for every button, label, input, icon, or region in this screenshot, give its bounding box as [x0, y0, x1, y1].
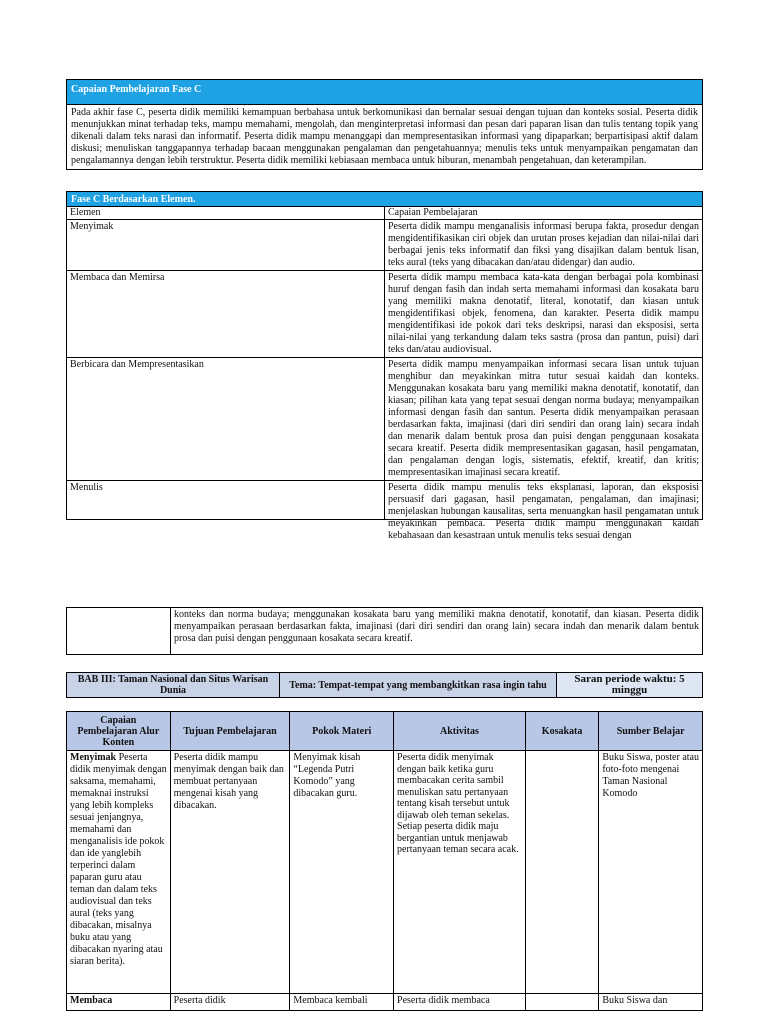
tujuan-cell: Peserta didik [170, 994, 290, 1011]
elemen-name: Membaca dan Memirsa [67, 271, 385, 358]
bab-title: BAB III: Taman Nasional dan Situs Warisan Dunia [77, 674, 269, 696]
continuation-text: konteks dan norma budaya; menggunakan kosakata baru yang memiliki makna denotatif, konotatif, dan kiasan. Peserta didik menyampaikan perasaan berdasarkan fakta, imajinasi (dari diri sendiri dan orang lain) secara indah dan menarik dalam bentuk prosa dan puisi dengan penggunaan kosakata secara kreatif. [171, 608, 703, 655]
col-elemen-header: Elemen [67, 207, 385, 220]
aktivitas-cell: Peserta didik menyimak dengan baik ketika guru membacakan cerita sambil menuliskan satu pertanyaan tentang kisah tersebut untuk dijawab oleh teman sekelas. Setiap peserta didik maju bergantian untuk menjawab pertanyaan teman secara acak. [394, 751, 526, 994]
kosakata-cell [525, 751, 598, 994]
elemen-text: Peserta didik mampu menulis teks eksplanasi, laporan, dan eksposisi persuasif dari gagasan, hasil pengamatan, pengalaman, dan imajinasi; menjelaskan hubungan kausalitas, serta menuangkan hasil pengamatan untuk meyakinkan pembaca. Peserta didik mampu menggunakan kaidah kebahasaan dan kesastraan untuk menulis teks sesuai dengan [388, 482, 699, 541]
elemen-name: Berbicara dan Mempresentasikan [67, 358, 385, 481]
sumber-cell: Buku Siswa dan [599, 994, 703, 1011]
continuation-empty-cell [67, 608, 171, 655]
elemen-text: Peserta didik mampu menganalisis informasi berupa fakta, prosedur dengan mengidentifikasikan ciri objek dan urutan proses kejadian dan nilai-nilai dari berbagai jenis teks informatif dan fiksi yang disajikan dalam bentuk lisan, teks aural (teks yang dibacakan dan/atau didengar) dan audio. [385, 220, 703, 271]
elemen-name: Menyimak [67, 220, 385, 271]
col-header: Sumber Belajar [599, 712, 703, 751]
elemen-text: Peserta didik mampu menyampaikan informasi secara lisan untuk tujuan menghibur dan meyakinkan mitra tutur sesuai kaidah dan konteks. Menggunakan kosakata baru yang memiliki makna denotatif, konotatif, dan kiasan; pilihan kata yang tepat sesuai dengan norma budaya; menyampaikan informasi dengan fasih dan santun. Peserta didik menyampaikan perasaan berdasarkan fakta, imajinasi (dari diri sendiri dan orang lain) secara indah dan menarik dalam bentuk prosa dan puisi dengan penggunaan kosakata secara kreatif. Peserta didik mempresentasikan gagasan, hasil pengamatan, dan pengalaman dengan logis, sistematis, efektif, kreatif, dan kritis; mempresentasikan imajinasi secara kreatif. [385, 358, 703, 481]
tujuan-cell: Peserta didik mampu menyimak dengan baik dan membuat pertanyaan mengenai kisah yang dibacakan. [170, 751, 290, 994]
elemen-text: Peserta didik mampu membaca kata-kata dengan berbagai pola kombinasi huruf dengan fasih dan indah serta memahami informasi dan kosakata baru yang memiliki makna denotatif, literal, konotatif, dan kiasan untuk mengidentifikasi objek, fenomena, dan karakter. Peserta didik mampu mengidentifikasi ide pokok dari teks deskripsi, narasi dan eksposisi, serta nilai-nilai yang terkandung dalam teks sastra (prosa dan pantun, puisi) dari teks dan/atau audiovisual. [385, 271, 703, 358]
pokok-cell: Menyimak kisah “Legenda Putri Komodo” yang dibacakan guru. [290, 751, 394, 994]
cp-rest: Peserta didik menyimak dengan saksama, memahami, memaknai instruksi yang lebih kompleks sesuai jenjangnya, memahami dan menganalisis ide pokok dan ide yanglebih terperinci dalam paparan guru atau teman dan dalam teks audiovisual dan teks aural (teks yang dibacakan, misalnya buku atau yang dibacakan nyaring atau siaran berita). [70, 752, 167, 967]
capaian-header: Capaian Pembelajaran Fase C [67, 80, 703, 105]
cp-bold: Membaca [70, 995, 113, 1006]
kosakata-cell [525, 994, 598, 1011]
col-header: Aktivitas [394, 712, 526, 751]
col-header: Pokok Materi [290, 712, 394, 751]
cp-cell [67, 751, 171, 994]
col-capaian-header: Capaian Pembelajaran [385, 207, 703, 220]
main-table [66, 711, 703, 1011]
bab-header [66, 672, 703, 698]
sumber-cell: Buku Siswa, poster atau foto-foto mengenai Taman Nasional Komodo [599, 751, 703, 994]
pokok-cell: Membaca kembali [290, 994, 394, 1011]
bab-tema: Tema: Tempat-tempat yang membangkitkan rasa ingin tahu [289, 679, 547, 691]
col-header: Capaian Pembelajaran Alur Konten [67, 712, 171, 751]
col-header: Tujuan Pembelajaran [170, 712, 290, 751]
capaian-body: Pada akhir fase C, peserta didik memiliki kemampuan berbahasa untuk berkomunikasi dan bernalar sesuai dengan tujuan dan konteks sosial. Peserta didik menunjukkan minat terhadap teks, mampu memahami, mengolah, dan menginterpretasi informasi dan pesan dari paparan lisan dan tulis tentang topik yang dikenali dalam teks narasi dan informatif. Peserta didik mampu menanggapi dan mempresentasikan informasi yang dipaparkan; berpartisipasi aktif dalam diskusi; menuliskan tanggapannya terhadap bacaan menggunakan pengalaman dan pengetahuannya; menulis teks untuk menyampaikan pengamatan dan pengalamannya dengan lebih terstruktur. Peserta didik memiliki kebiasaan membaca untuk hiburan, menambah pengetahuan, dan keterampilan. [67, 105, 703, 170]
elemen-header: Fase C Berdasarkan Elemen. [67, 192, 703, 207]
aktivitas-cell: Peserta didik membaca [394, 994, 526, 1011]
bab-periode: Saran periode waktu: 5 minggu [557, 673, 702, 697]
cp-bold: Menyimak [70, 752, 117, 763]
elemen-table [66, 191, 703, 541]
cp-cell [67, 994, 171, 1011]
capaian-table [66, 79, 703, 170]
elemen-name: Menulis [67, 481, 385, 520]
col-header: Kosakata [525, 712, 598, 751]
continuation-table [66, 607, 703, 655]
